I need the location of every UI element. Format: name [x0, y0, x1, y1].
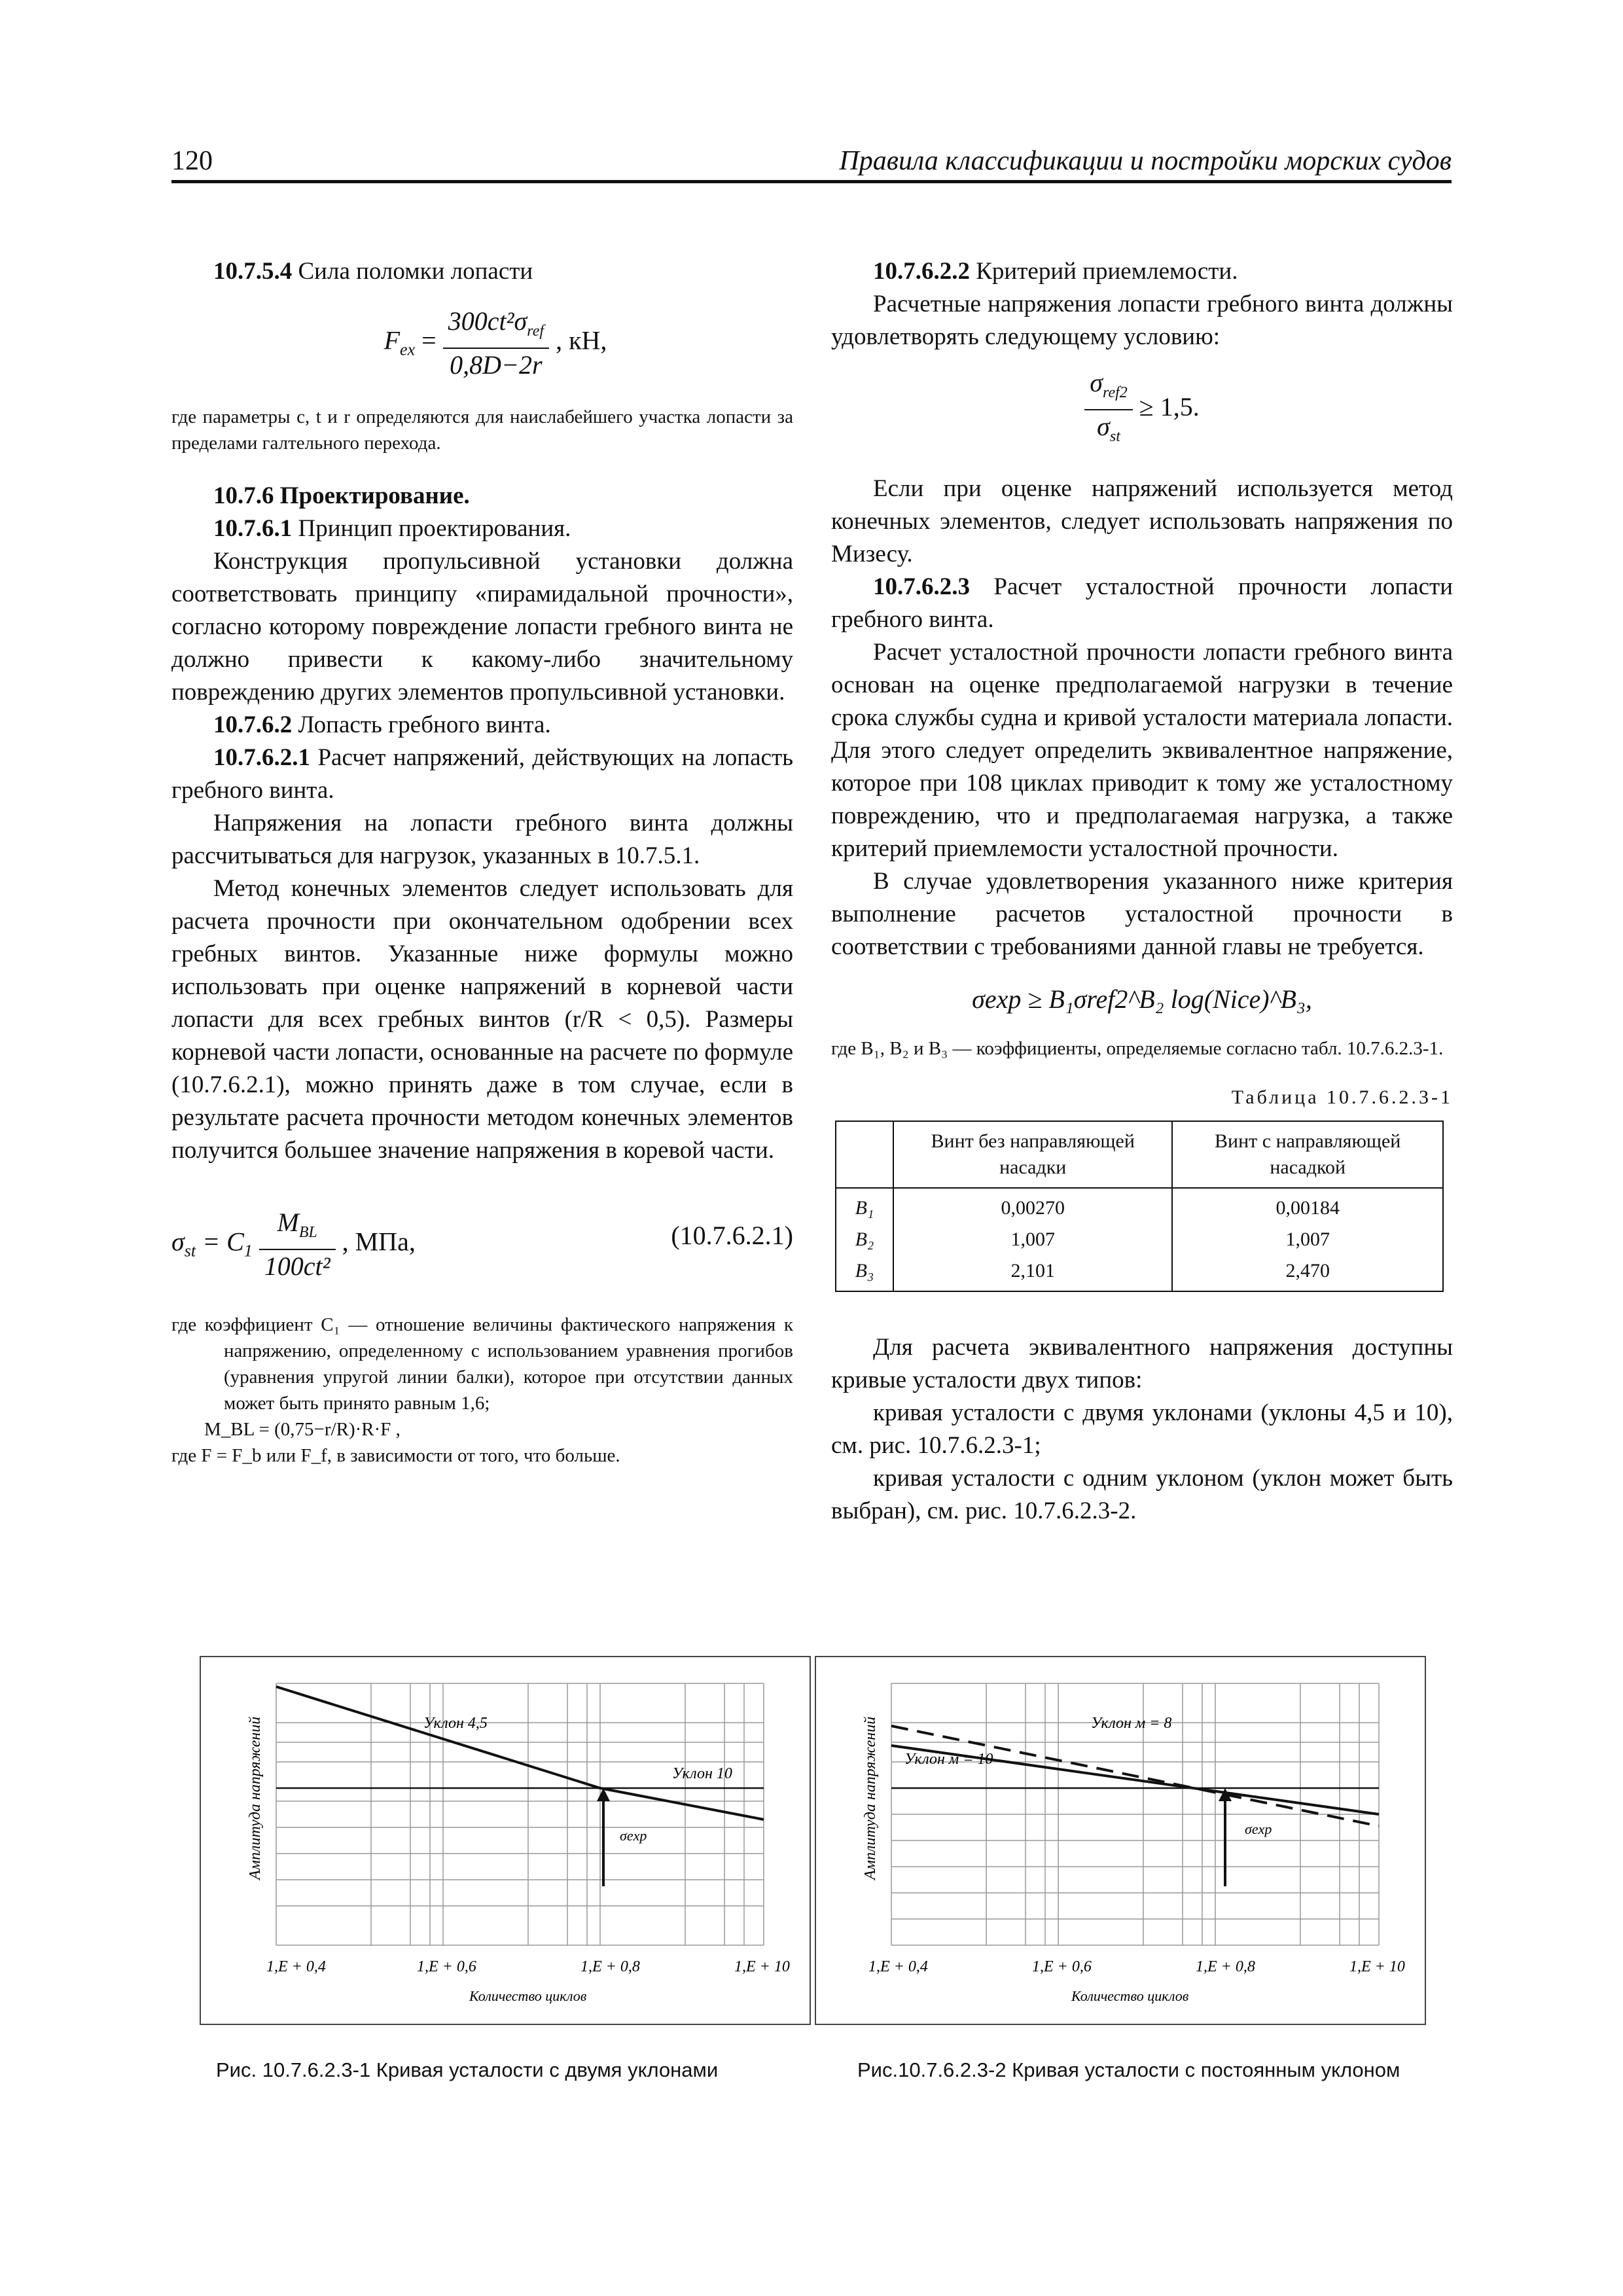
section-107621: 10.7.6.2.1 Расчет напряжений, действующих на лопасть гребного винта. [171, 744, 793, 804]
where-f: где F = F_b или F_f, в зависимости от того, что больше. [171, 1445, 620, 1466]
figure-2-frame [815, 1656, 1426, 2025]
figure-2-tick-label: 1,E + 10 [1349, 1958, 1405, 1975]
left-paragraph-1: Конструкция пропульсивной установки должна соответствовать принципу «пирамидальной прочности», согласно которому повреждение лопасти гребного винта не должно привести к какому-либо значительному повреждению других элементов пропульсивной установки. [171, 548, 793, 706]
right-paragraph-5: Для расчета эквивалентного напряжения доступны кривые усталости двух типов: [831, 1334, 1453, 1393]
fex-where: где параметры c, t и r определяются для наислабейшего участка лопасти за пределами галтельного перехода. [171, 406, 793, 454]
section-10754: 10.7.5.4 Сила поломки лопасти [213, 258, 533, 285]
table-cell: 1,007 [893, 1224, 1172, 1255]
table-row [836, 1224, 1443, 1255]
figure-2-chart [816, 1657, 1425, 2024]
figure-2-tick-label: 1,E + 0,6 [1032, 1958, 1092, 1975]
figure-1-tick-label: 1,E + 0,4 [266, 1958, 326, 1975]
right-paragraph-6: кривая усталости с двумя уклонами (уклоны 4,5 и 10), см. рис. 10.7.6.2.3-1; [831, 1399, 1453, 1459]
left-column [171, 255, 793, 1469]
figure-1-xlabel: Количество циклов [469, 1988, 587, 2004]
table-cell: B₁ [836, 1188, 893, 1224]
table-header-cell [836, 1121, 893, 1188]
figure-1-caption: Рис. 10.7.6.2.3-1 Кривая усталости с двумя уклонами [216, 2058, 719, 2081]
figure-2-label-slope-b: Уклон м = 10 [904, 1751, 993, 1768]
table-cell: 0,00184 [1172, 1188, 1443, 1224]
right-column [831, 255, 1453, 1528]
section-107623: 10.7.6.2.3 Расчет усталостной прочности лопасти гребного винта. [831, 573, 1453, 633]
figure-2-xlabel: Количество циклов [1071, 1988, 1189, 2004]
left-paragraph-3: Метод конечных элементов следует использовать для расчета прочности при окончательном одобрении всех гребных винтов. Указанные ниже формулы можно использовать при оценке напряжений в корневой части лопасти для всех гребных винтов (r/R < 0,5). Размеры корневой части лопасти, основанные на расчете по формуле (10.7.6.2.1), можно принять даже в том случае, если в результате расчета прочности методом конечных элементов получится большее значение напряжения в коревой части. [171, 875, 793, 1164]
section-10761: 10.7.6.1 Принцип проектирования. [213, 515, 571, 542]
table-header-row [836, 1121, 1443, 1188]
section-1076: 10.7.6 Проектирование. [213, 482, 470, 509]
exp-formula: σexp ≥ B₁σref2^B₂ log(Nice)^B₃, [972, 984, 1312, 1014]
figure-1-frame [200, 1656, 811, 2025]
figure-1-ylabel: Амплитуда напряжений [247, 1716, 264, 1880]
where-b: где B₁, B₂ и B₃ — коэффициенты, определяемые согласно табл. 10.7.6.2.3-1. [831, 1038, 1444, 1059]
figure-2-sigma-label: σexp [1245, 1821, 1272, 1837]
figure-2-caption: Рис.10.7.6.2.3-2 Кривая усталости с постоянным уклоном [857, 2058, 1400, 2081]
figure-1-tick-label: 1,E + 10 [734, 1958, 790, 1975]
figure-1-label-slope-b: Уклон 10 [672, 1765, 732, 1782]
figure-1-grid [276, 1683, 764, 1945]
running-title: Правила классификации и постройки морских судов [839, 146, 1452, 176]
header-rule [171, 180, 1452, 183]
right-paragraph-1: Расчетные напряжения лопасти гребного винта должны удовлетворять следующему условию: [831, 291, 1453, 350]
figure-2-curve-slope-8 [891, 1726, 1379, 1826]
figure-1-tick-label: 1,E + 0,6 [417, 1958, 476, 1975]
figure-1-tick-label: 1,E + 0,8 [580, 1958, 640, 1975]
where-c1: где коэффициент C₁ — отношение величины фактического напряжения к напряжению, определенному с использованием уравнения прогибов (уравнения упругой линии балки), которое при отсутствии данных может быть принято равным 1,6; [171, 1314, 793, 1414]
criterion-formula: $\frac{\sigma_{ref2}}{\sigma_{st}}$ ≥ 1,5. [831, 367, 1453, 453]
figure-1-curve [276, 1687, 764, 1820]
where-mbl: M_BL = (0,75−r/R)·R·F , [204, 1419, 401, 1440]
figure-1-sigma-label: σexp [620, 1827, 647, 1844]
page-number: 120 [171, 146, 213, 176]
table-cell: 1,007 [1172, 1224, 1443, 1255]
table-row [836, 1188, 1443, 1224]
figure-2-label-slope-a: Уклон м = 8 [1091, 1715, 1172, 1732]
table-cell: 2,470 [1172, 1255, 1443, 1291]
table-cell: B₂ [836, 1224, 893, 1255]
sst-formula: $\sigma_{st} = C_1$ $\frac{M_{BL}}{\text{100ct²}}$ , МПа, (10.7.6.2.1) [171, 1208, 793, 1281]
figure-2-ylabel: Амплитуда напряжений [862, 1716, 879, 1880]
coefficients-table [835, 1121, 1444, 1292]
figure-2-tick-label: 1,E + 0,4 [868, 1958, 928, 1975]
table-cell: B₃ [836, 1255, 893, 1291]
fex-formula: $F_{ex}$ = $\frac{300ct^2\sigma_{ref}}{0,8D-2r}$ , кН, [383, 306, 607, 380]
table-caption: Таблица 10.7.6.2.3-1 [1231, 1086, 1453, 1108]
table-cell: 2,101 [893, 1255, 1172, 1291]
figure-1-chart [201, 1657, 810, 2024]
table-header-cell: Винт без направляющей насадки [893, 1121, 1172, 1188]
figure-1-label-slope-a: Уклон 4,5 [423, 1715, 488, 1732]
right-paragraph-7: кривая усталости с одним уклоном (уклон может быть выбран), см. рис. 10.7.6.2.3-2. [831, 1465, 1453, 1524]
section-10762: 10.7.6.2 Лопасть гребного винта. [213, 711, 551, 738]
figure-2-tick-label: 1,E + 0,8 [1196, 1958, 1255, 1975]
equation-number: (10.7.6.2.1) [671, 1221, 793, 1250]
table-cell: 0,00270 [893, 1188, 1172, 1224]
left-paragraph-2: Напряжения на лопасти гребного винта должны рассчитываться для нагрузок, указанных в 10.7.5.1. [171, 810, 793, 869]
right-paragraph-2: Если при оценке напряжений используется метод конечных элементов, следует использовать напряжения по Мизесу. [831, 475, 1453, 567]
right-paragraph-3: Расчет усталостной прочности лопасти гребного винта основан на оценке предполагаемой нагрузки в течение срока службы судна и кривой усталости материала лопасти. Для этого следует определить эквивалентное напряжение, которое при 108 циклах приводит к тому же усталостному повреждению, что и предполагаемая нагрузка, а также критерий приемлемости усталостной прочности. [831, 639, 1453, 862]
section-107622: 10.7.6.2.2 Критерий приемлемости. [873, 258, 1238, 285]
right-paragraph-4: В случае удовлетворения указанного ниже критерия выполнение расчетов усталостной прочности в соответствии с требованиями данной главы не требуется. [831, 868, 1453, 960]
table-header-cell: Винт с направляющей насадкой [1172, 1121, 1443, 1188]
table-row [836, 1255, 1443, 1291]
